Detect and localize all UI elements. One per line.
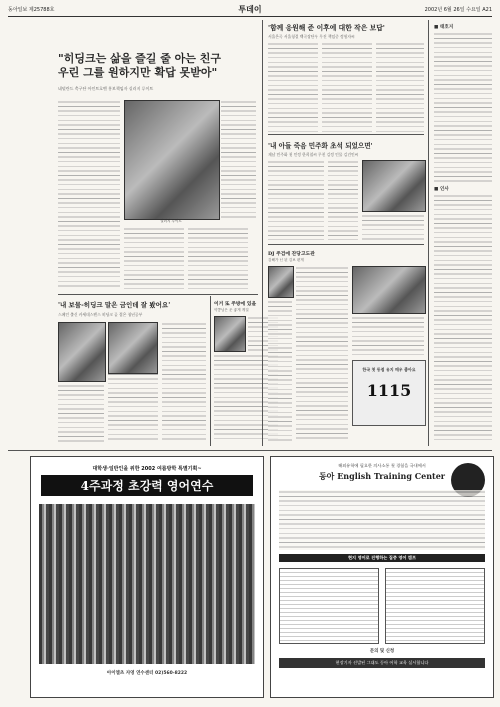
story2-text-c xyxy=(58,384,104,442)
story6-byline: 재남 민주화 첫 인정 한희철씨 무친 김정 인물 김건인씨 xyxy=(268,152,359,157)
story2-photo xyxy=(58,322,106,382)
lead-photo xyxy=(124,100,220,220)
masthead-date: 2002년 6월 26일 수요일 A21 xyxy=(424,7,492,13)
story5-text-b xyxy=(322,42,372,132)
right-ad-title: 동아 English Training Center xyxy=(318,471,446,481)
right-ad-panel-2 xyxy=(385,568,485,644)
story3-headline: 이거 또 주방에 있을 xyxy=(214,301,257,307)
story3-photo xyxy=(214,316,246,352)
right-ad-panel-1 xyxy=(279,568,379,644)
lead-article-col-1 xyxy=(58,100,120,290)
ad-divider xyxy=(8,450,492,451)
story4-photo xyxy=(268,266,294,298)
story2-text-b xyxy=(162,322,206,442)
story5-headline: '함께 응원해 준 이후에 대한 작은 보답' xyxy=(268,24,385,32)
sidebar-title-2: ■ 인사 xyxy=(434,187,449,192)
badge-ad-text: 한국 첫 동점 유지 매우 좋아요 xyxy=(362,367,416,372)
divider xyxy=(262,20,263,446)
sidebar-text-1 xyxy=(434,32,492,182)
right-ad-sub2: 문의 및 신청 xyxy=(369,649,395,654)
story5-byline: 서울은곡 서울청결 백곡장단우 무진 책임중 정원자씨 xyxy=(268,34,355,39)
lead-headline: "히딩크는 삶을 즐길 줄 아는 친구 우린 그를 원하지만 확답 못받아" xyxy=(58,52,222,79)
story4-headline: DJ 주검에 잔당고도관 xyxy=(268,251,315,257)
story2-byline: 스페인 출신 카세데스텐스 히딩크 골 접은 청년공부 xyxy=(58,312,143,317)
story4-text-b xyxy=(268,300,292,442)
divider xyxy=(268,244,424,245)
divider xyxy=(428,20,429,446)
sidebar-text-2 xyxy=(434,194,492,442)
divider xyxy=(210,296,211,446)
right-ad[interactable] xyxy=(270,456,494,698)
story6-text-a xyxy=(268,160,324,240)
lead-article-col-2 xyxy=(124,227,184,290)
divider xyxy=(58,294,258,295)
lead-article-col-3 xyxy=(188,227,248,290)
masthead-left: 동아일보 제25788호 xyxy=(8,7,55,13)
story4-text-c xyxy=(352,316,424,356)
story6-text-b xyxy=(328,160,358,240)
story5-text-a xyxy=(268,42,318,132)
section-title: 투데이 xyxy=(238,5,262,14)
lead-byline: 네덜란드 축구단 아인트호벤 홍보책임자 실러지 루이트 xyxy=(58,86,154,91)
badge-ad[interactable] xyxy=(352,360,426,426)
left-ad-photo xyxy=(39,504,255,664)
lead-photo-caption: 실러지 루이트 xyxy=(160,219,182,223)
right-ad-sub1: 현지 영어로 진행하는 집중 영어 캠프 xyxy=(279,554,485,562)
story5-text-c xyxy=(376,42,424,132)
left-ad-title: 4주과정 초강력 영어연수 xyxy=(41,475,253,496)
right-ad-text xyxy=(279,490,485,550)
lead-article-col-4 xyxy=(221,100,256,220)
sidebar-title-1: ■ 태호지 xyxy=(434,25,454,30)
story4-byline: 김해가 닌 된 김보 편게 xyxy=(268,258,304,262)
left-ad-footer: 아이엘츠 자영 연수센터 02)560-8222 xyxy=(106,671,188,676)
story4-photo-2 xyxy=(352,266,426,314)
story6-headline: '내 아들 죽음 민주화 초석 되었으면' xyxy=(268,142,373,150)
story2-headline: '내 보물-히딩크 말은 금인데 잘 봤어요' xyxy=(58,301,171,309)
story6-text-c xyxy=(362,214,424,240)
right-ad-footer: 현장기자 선발된 그대도 동아 어학 교육 실시합니다 xyxy=(279,658,485,668)
masthead xyxy=(8,4,492,17)
divider xyxy=(268,134,424,135)
badge-ad-number: 1115 xyxy=(366,381,412,400)
left-ad[interactable] xyxy=(30,456,264,698)
story2-photo-2 xyxy=(108,322,158,374)
right-ad-top: 해외유학에 필요한 의사소통 첫 경험을 국내에서 xyxy=(338,463,426,468)
story3-byline: 약콩님은 운 좋게 게걸 xyxy=(214,308,249,312)
story4-text-a xyxy=(296,266,348,442)
left-ad-top: 대학생·일반인을 위한 2002 여름방학 특별기획~ xyxy=(92,466,202,472)
story6-photo xyxy=(362,160,426,212)
